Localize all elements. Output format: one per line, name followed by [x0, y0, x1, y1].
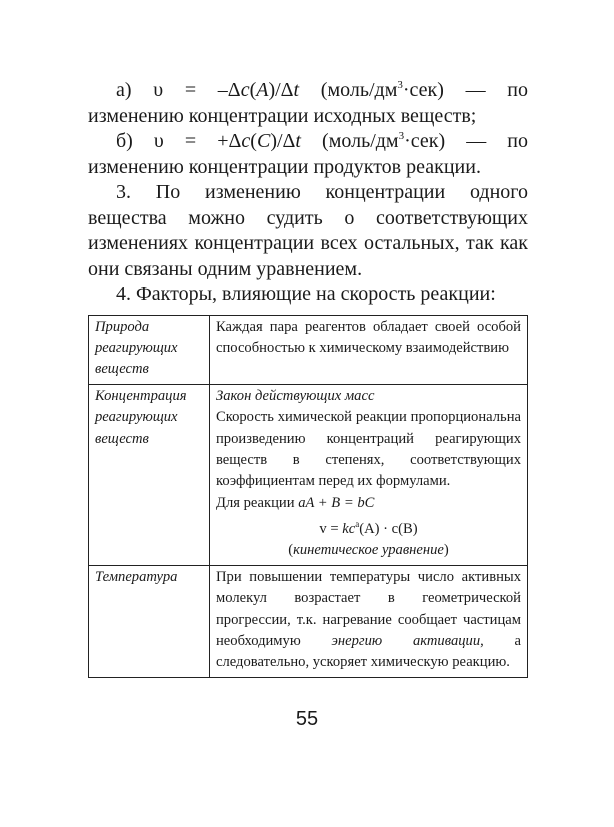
- rate-formula: [216, 514, 521, 540]
- rate-a-open: (: [249, 79, 257, 101]
- rate-a-rest: ·сек) — по изменению концентрации исходных веществ;: [88, 79, 528, 127]
- rate-b-open: (: [250, 130, 257, 152]
- rate-a-prefix: а) υ = –Δ: [116, 79, 241, 101]
- rate-b-units: (моль/дм: [300, 130, 399, 152]
- reaction-prefix: Для реакции: [216, 494, 299, 511]
- rate-b-slash: )/Δ: [270, 130, 296, 152]
- kinetic-close: ): [443, 542, 449, 559]
- rate-a-t: t: [293, 79, 300, 101]
- factor-nature-cell: Природа реагирующих веществ: [89, 315, 210, 384]
- rate-a-slash: )/Δ: [268, 79, 294, 101]
- point-3-paragraph: 3. По изменению концентрации одного вещества можно судить о соответствующих изменениях концентрации всех остальных, так как они связаны одним уравнением.: [88, 181, 528, 280]
- formula-k: kc: [342, 521, 356, 538]
- temperature-text-start: При повышении температуры число активных молекул возрастает в геометрической прогрессии, т.к. нагревание сообщает частицам необходимую: [216, 568, 521, 650]
- formula-exponent: a: [355, 519, 360, 530]
- rate-a-units: (моль/дм: [299, 79, 398, 101]
- page-number: 55: [295, 708, 319, 730]
- mass-action-law-text: Скорость химической реакции пропорциональна произведению концентраций реагирующих веществ в степенях, соответствующих коэффициентам перед их формулами.: [216, 409, 521, 490]
- rate-b-rest: ·сек) — по изменению концентрации продуктов реакции.: [88, 130, 528, 178]
- activation-energy-term: энергию активации: [331, 633, 481, 650]
- rate-b-t: t: [295, 130, 301, 152]
- factor-concentration-cell: Концентрация реагирующих веществ: [89, 384, 210, 565]
- rate-by-reactants: [88, 78, 528, 129]
- reaction-line: [216, 493, 521, 514]
- factor-temperature-description: [210, 565, 528, 677]
- rate-a-exp: 3: [397, 79, 403, 91]
- formula-rest: (A) · c(B): [359, 521, 418, 538]
- point-4-heading: 4. Факторы, влияющие на скорость реакции:: [116, 283, 496, 305]
- rate-b-prefix: б) υ = +Δ: [116, 130, 242, 152]
- table-row: [89, 384, 528, 565]
- kinetic-label: кинетическое уравнение: [293, 542, 444, 559]
- factor-temperature-cell: Температура: [89, 565, 210, 677]
- kinetic-equation-caption: [216, 540, 521, 561]
- page-content: [88, 78, 528, 678]
- reaction-equation: aA + B = bC: [298, 494, 375, 511]
- kinetic-open: (: [288, 542, 294, 559]
- rate-b-species: C: [256, 130, 271, 152]
- rate-a-var: c: [240, 79, 250, 101]
- factors-table: [88, 315, 528, 678]
- factor-nature-description: Каждая пара реагентов обладает своей особой способностью к химическому взаимодействию: [210, 315, 528, 384]
- table-row: [89, 315, 528, 384]
- rate-b-var: c: [241, 130, 251, 152]
- temperature-text-end: , а следовательно, ускоряет химическую реакцию.: [216, 633, 521, 671]
- rate-a-species: A: [256, 79, 269, 101]
- formula-lhs: v =: [319, 521, 343, 538]
- rate-b-exp: 3: [398, 130, 405, 142]
- factor-concentration-description: [210, 384, 528, 565]
- rate-by-products: [88, 129, 528, 180]
- table-row: [89, 565, 528, 677]
- mass-action-law-title: Закон действующих масс: [216, 387, 375, 404]
